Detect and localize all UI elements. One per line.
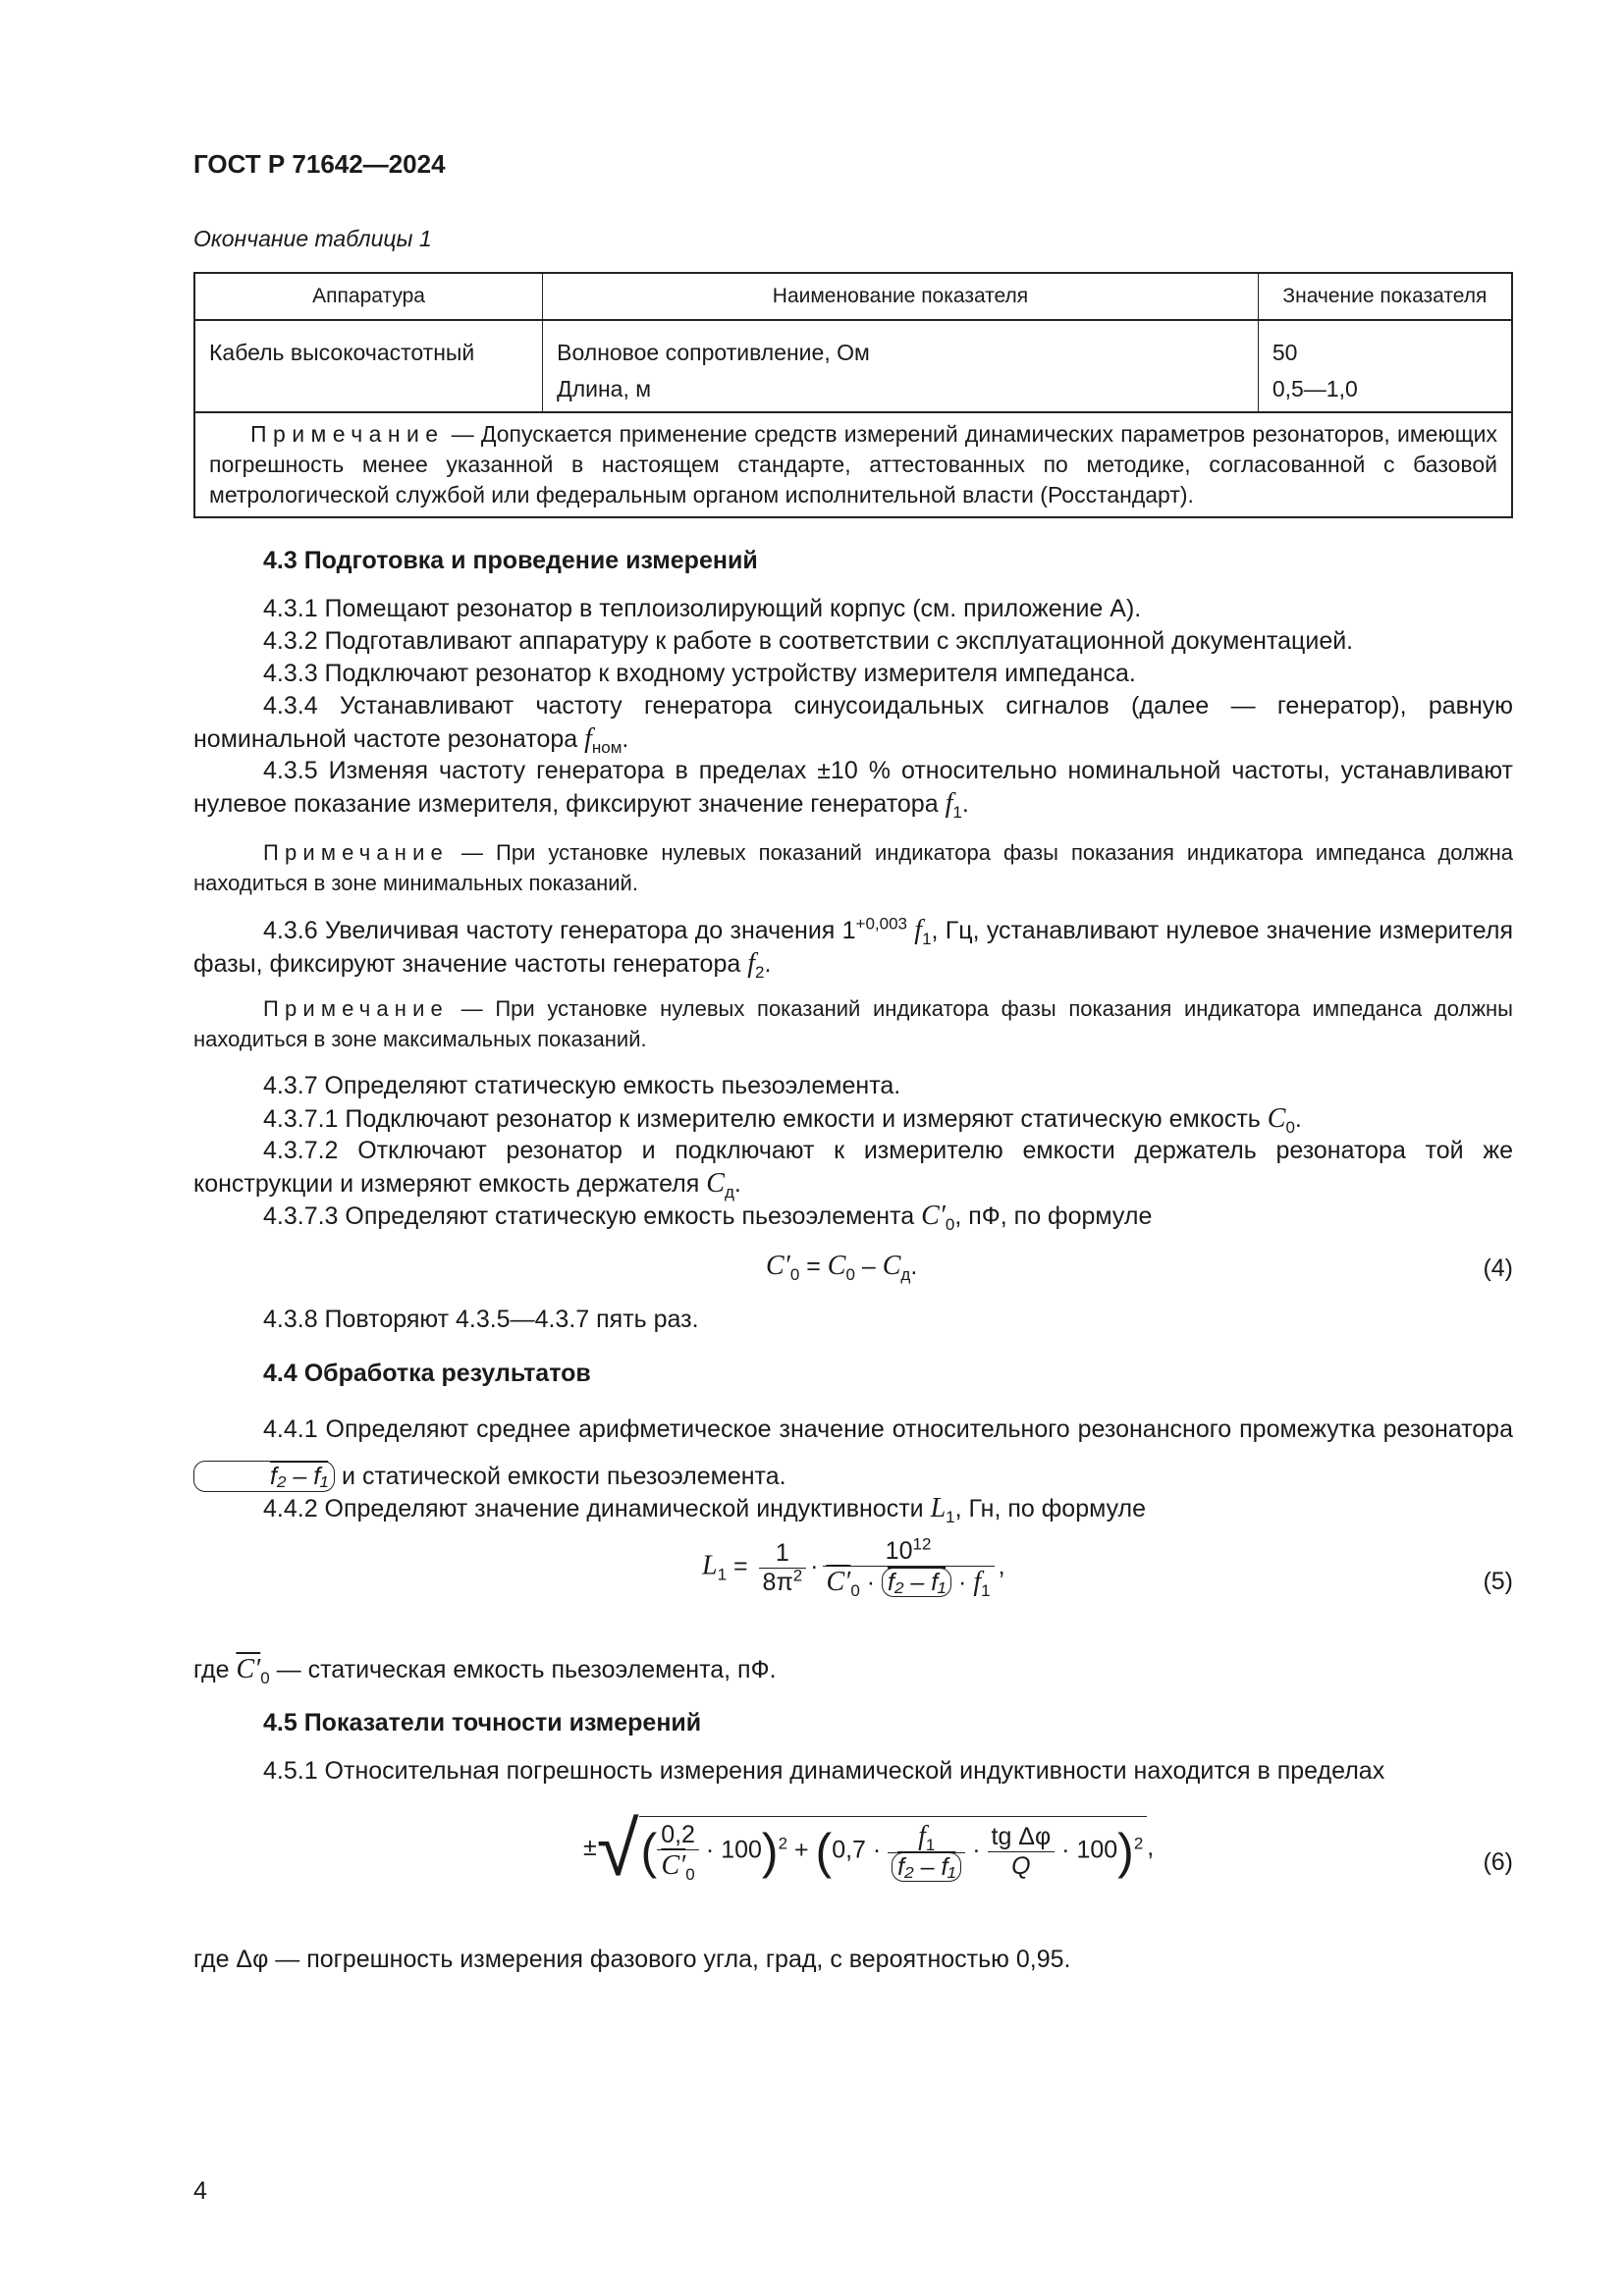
equation-6: ±√( $\frac{0,2}{C'_0}$ · 100)$^2$ + (0,7 · $\frac{f_1}{\text{f₂ – f₁}}$ · $\frac{\text{tg Δφ}}{Q}$ · 100)$^2$ , [583,1805,1155,1892]
note-label: Примечание [250,421,445,447]
note-4-3-6: Примечание — При установке нулевых показаний индикатора фазы показания индикатора импеданса должны находиться в зоне максимальных показаний. [193,996,1513,1051]
section-4-4-title: 4.4 Обработка результатов [263,1360,591,1387]
para-4-3-1: 4.3.1 Помещают резонатор в теплоизолирующий корпус (см. приложение А). [263,595,1142,622]
equation-4: $C'_0 = C_0 - C_д$. [766,1251,918,1284]
header-apparatus: Аппаратура [194,273,543,320]
para-4-3-3: 4.3.3 Подключают резонатор к входному устройству измерителя импеданса. [263,660,1136,687]
cell-value: 50 [1272,340,1298,365]
para-4-5-1: 4.5.1 Относительная погрешность измерения динамической индуктивности находится в пределах [263,1757,1385,1785]
para-4-3-7: 4.3.7 Определяют статическую емкость пьезоэлемента. [263,1072,901,1099]
header-indicator-value: Значение показателя [1258,273,1512,320]
table-row [194,320,1512,366]
spec-table [193,272,1513,518]
where-c0: где $C'_0$ — статическая емкость пьезоэлемента, пФ. [193,1654,777,1687]
eq5-fraction-1: $\frac{1}{8\pi^2}$ [759,1539,807,1597]
cell-apparatus [194,366,543,412]
table-note-row [194,412,1512,517]
page-number: 4 [193,2177,207,2205]
table-note [194,412,1512,517]
para-4-3-2: 4.3.2 Подготавливают аппаратуру к работе в соответствии с эксплуатационной документацией. [263,627,1354,655]
equation-5-number: (5) [1483,1568,1513,1595]
note-text: — Допускается применение средств измерений динамических параметров резонаторов, имеющих погрешность менее указанной в настоящем стандарте, аттестованных по методике, согласованной с базовой метрологической службой или федеральным органом исполнительной власти (Росстандарт). [209,421,1497,507]
header-indicator-name: Наименование показателя [543,273,1259,320]
where-delta-phi: где Δφ — погрешность измерения фазового угла, град, с вероятностью 0,95. [193,1946,1071,1973]
para-4-4-1: 4.4.1 Определяют среднее арифметическое значение относительного резонансного промежутка резонатора f₂ – f₁ и статической емкости пьезоэлемента. [193,1406,1513,1500]
para-4-3-7-1: 4.3.7.1 Подключают резонатор к измерителю емкости и измеряют статическую емкость $C_0$. [263,1103,1302,1137]
para-4-4-2: 4.4.2 Определяют значение динамической индуктивности $L_1$, Гн, по формуле [263,1493,1147,1526]
para-4-3-7-3: 4.3.7.3 Определяют статическую емкость пьезоэлемента $C'_0$, пФ, по формуле [263,1201,1153,1234]
table-caption: Окончание таблицы 1 [193,226,432,251]
table-row [194,366,1512,412]
cell-name: Длина, м [543,366,1259,412]
para-4-3-6: 4.3.6 Увеличивая частоту генератора до значения $1^{+0,003}$ $f_1$, Гц, устанавливают нулевое значение измерителя фазы, фиксируют значение частоты генератора $f_2$. [193,914,1514,982]
para-4-3-7-2: 4.3.7.2 Отключают резонатор и подключают к измерителю емкости держатель резонатора той же конструкции и измеряют емкость держателя $C_д$. [193,1137,1513,1201]
section-4-3-title: 4.3 Подготовка и проведение измерений [263,547,758,574]
cell-value: 0,5—1,0 [1258,366,1512,412]
equation-5: $L_1$ = $\frac{1}{8\pi^2}$ · $\frac{10^{12}}{C'_0 \cdot f_2 - f_1 \cdot f_1}$ , [702,1534,1005,1600]
cell-name: Волновое сопротивление, Ом [543,320,1259,366]
table-header-row [194,273,1512,320]
cell-apparatus: Кабель высокочастотный [194,320,543,366]
equation-6-number: (6) [1483,1848,1513,1876]
para-4-3-4: 4.3.4 Устанавливают частоту генератора синусоидальных сигналов (далее — генератор), равную номинальной частоте резонатора $f_{ном}$. [193,692,1513,757]
equation-4-number: (4) [1483,1255,1513,1282]
section-4-5-title: 4.5 Показатели точности измерений [263,1709,702,1736]
note-4-3-5: Примечание — При установке нулевых показаний индикатора фазы показания индикатора импеданса должна находиться в зоне минимальных показаний. [193,840,1513,895]
para-4-3-8: 4.3.8 Повторяют 4.3.5—4.3.7 пять раз. [263,1306,699,1333]
eq5-fraction-2: $\frac{10^{12}}{C'_0 \cdot f_2 - f_1 \cdot f_1}$ [823,1537,995,1598]
para-4-3-5: 4.3.5 Изменяя частоту генератора в пределах ±10 % относительно номинальной частоты, устанавливают нулевое показание измерителя, фиксируют значение генератора $f_1$. [193,757,1513,822]
document-id: ГОСТ Р 71642—2024 [193,149,446,179]
